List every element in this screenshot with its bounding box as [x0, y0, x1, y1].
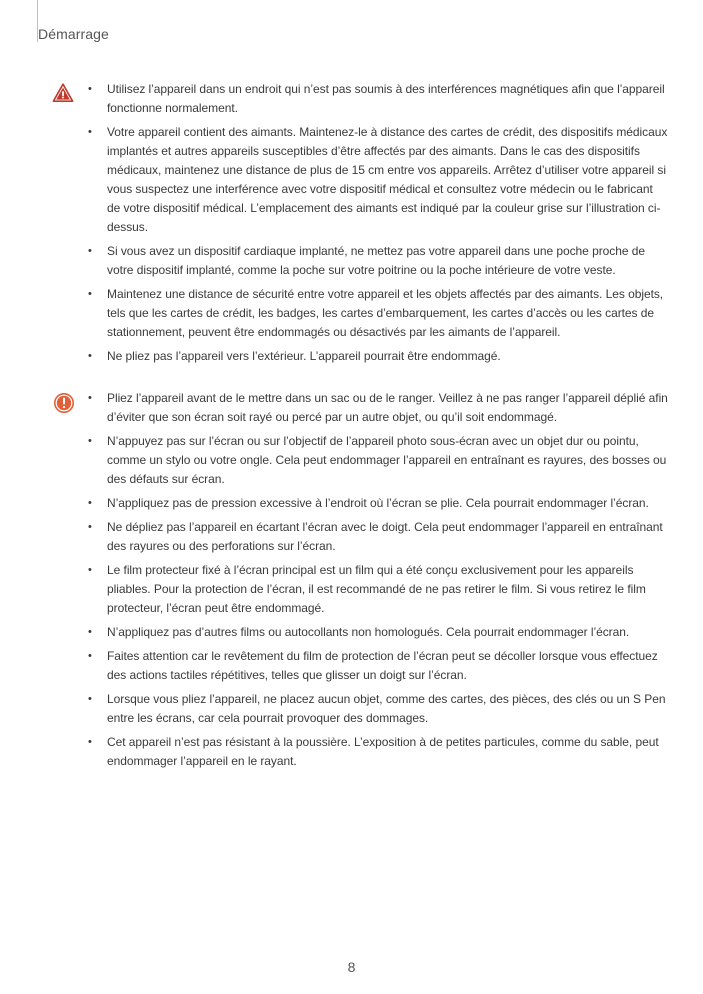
bullet-icon: •	[88, 736, 92, 748]
list-item-text: Cet appareil n’est pas résistant à la poussière. L’exposition à de petites particules, comme du sable, peut endommager l’appareil en le rayant.	[107, 735, 659, 768]
bullet-icon: •	[88, 126, 92, 138]
list-item-text: Utilisez l’appareil dans un endroit qui n’est pas soumis à des interférences magnétiques afin que l’appareil fonctionne normalement.	[107, 82, 665, 115]
list-item-text: Ne pliez pas l’appareil vers l’extérieur. L’appareil pourrait être endommagé.	[107, 349, 501, 363]
list-item-text: N’appliquez pas de pression excessive à l’endroit où l’écran se plie. Cela pourrait endommager l’écran.	[107, 496, 649, 510]
list-item	[88, 123, 668, 237]
list-item	[88, 647, 668, 685]
bullet-icon: •	[88, 497, 92, 509]
caution-exclamation-icon	[53, 392, 75, 414]
caution-bullet-list	[88, 389, 668, 776]
list-item	[88, 494, 668, 513]
list-item-text: Faites attention car le revêtement du film de protection de l’écran peut se décoller lorsque vous effectuez des actions tactiles répétitives, telles que glisser un doigt sur l’écran.	[107, 649, 658, 682]
list-item-text: Si vous avez un dispositif cardiaque implanté, ne mettez pas votre appareil dans une poche proche de votre dispositif implanté, comme la poche sur votre poitrine ou la poche intérieure de votre veste.	[107, 244, 646, 277]
list-item	[88, 690, 668, 728]
bullet-icon: •	[88, 245, 92, 257]
list-item	[88, 80, 668, 118]
bullet-icon: •	[88, 693, 92, 705]
warning-triangle-icon	[52, 82, 74, 104]
list-item	[88, 432, 668, 489]
bullet-icon: •	[88, 521, 92, 533]
bullet-icon: •	[88, 626, 92, 638]
list-item	[88, 561, 668, 618]
list-item	[88, 733, 668, 771]
bullet-icon: •	[88, 350, 92, 362]
bullet-icon: •	[88, 288, 92, 300]
list-item	[88, 285, 668, 342]
list-item-text: N’appliquez pas d’autres films ou autocollants non homologués. Cela pourrait endommager l’écran.	[107, 625, 630, 639]
list-item	[88, 518, 668, 556]
list-item	[88, 242, 668, 280]
list-item-text: Ne dépliez pas l’appareil en écartant l’écran avec le doigt. Cela peut endommager l’appareil en entraînant des rayures ou des perforations sur l’écran.	[107, 520, 663, 553]
list-item-text: Le film protecteur fixé à l’écran principal est un film qui a été conçu exclusivement pour les appareils pliables. Pour la protection de l’écran, il est recommandé de ne pas retirer le film. Si vous retirez le film protecteur, l’écran peut être endommagé.	[107, 563, 646, 615]
list-item	[88, 389, 668, 427]
list-item	[88, 347, 668, 366]
page-header-title: Démarrage	[38, 26, 109, 42]
bullet-icon: •	[88, 564, 92, 576]
list-item-text: N’appuyez pas sur l’écran ou sur l’objectif de l’appareil photo sous-écran avec un objet dur ou pointu, comme un stylo ou votre ongle. Cela peut endommager l’appareil en entraînant es rayures, des bosses ou des défauts sur écran.	[107, 434, 667, 486]
bullet-icon: •	[88, 435, 92, 447]
page-number: 8	[347, 959, 356, 975]
bullet-icon: •	[88, 650, 92, 662]
list-item-text: Maintenez une distance de sécurité entre votre appareil et les objets affectés par des aimants. Les objets, tels que les cartes de crédit, les badges, les cartes d’embarquement, les cartes d’accès ou les cartes de stationnement, peuvent être endommagés ou désactivés par les aimants de l’appareil.	[107, 287, 664, 339]
list-item	[88, 623, 668, 642]
bullet-icon: •	[88, 83, 92, 95]
list-item-text: Lorsque vous pliez l’appareil, ne placez aucun objet, comme des cartes, des pièces, des clés ou un S Pen entre les écrans, car cela pourrait provoquer des dommages.	[107, 692, 666, 725]
warning-bullet-list	[88, 80, 668, 371]
list-item-text: Pliez l’appareil avant de le mettre dans un sac ou de le ranger. Veillez à ne pas ranger l’appareil déplié afin d’éviter que son écran soit rayé ou percé par un autre objet, ou qu’il soit endommagé.	[107, 391, 668, 424]
bullet-icon: •	[88, 392, 92, 404]
list-item-text: Votre appareil contient des aimants. Maintenez-le à distance des cartes de crédit, des dispositifs médicaux implantés et autres appareils susceptibles d’être affectés par des aimants. Dans le cas des dispositifs médicaux, maintenez une distance de plus de 15 cm entre vos appareils. Arrêtez d’utiliser votre appareil si vous suspectez une interférence avec votre dispositif médical et consultez votre médecin ou le fabricant de votre dispositif médical. L’emplacement des aimants est indiqué par la couleur grise sur l’illustration ci-dessus.	[107, 125, 668, 234]
